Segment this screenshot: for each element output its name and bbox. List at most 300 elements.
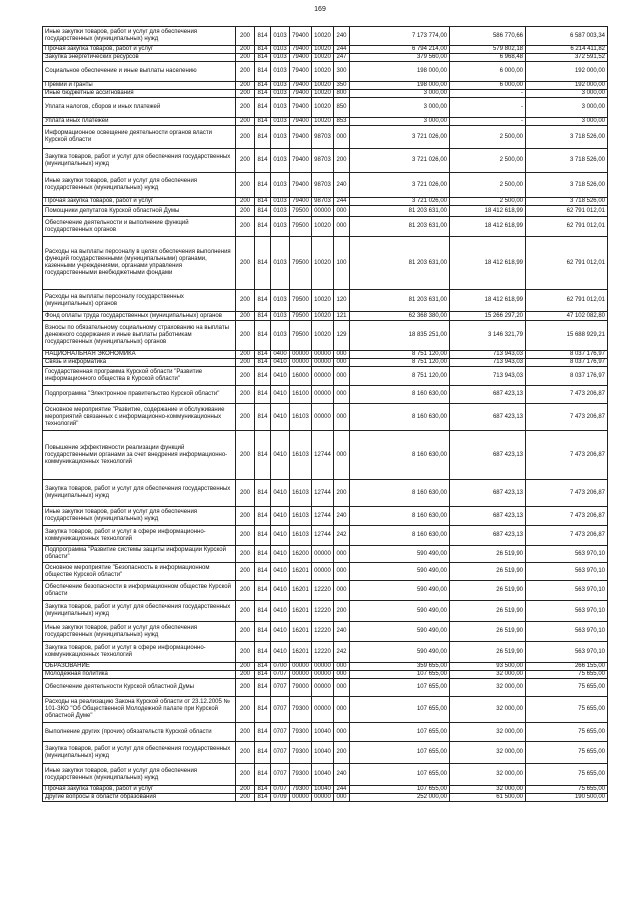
amount-cell: 8 160 630,00 (350, 480, 450, 507)
code-cell: 10020 (312, 118, 334, 126)
code-cell: 000 (334, 367, 350, 386)
code-cell: 200 (236, 351, 255, 359)
row-name-cell: Закупка товаров, работ и услуг для обеспечения государственных (муниципальных) нужд (43, 149, 236, 173)
amount-cell: 32 000,00 (450, 671, 526, 679)
code-cell: 242 (334, 526, 350, 546)
code-cell: 16103 (290, 431, 312, 480)
code-cell: 0707 (271, 679, 290, 697)
amount-cell: 713 943,03 (450, 367, 526, 386)
row-name-cell: Закупка товаров, работ и услуг в сфере информационно-коммуникационных технологий (43, 642, 236, 663)
table-row (43, 663, 608, 671)
code-cell: 79400 (290, 173, 312, 198)
code-cell: 200 (236, 90, 255, 98)
code-cell: 814 (255, 404, 271, 431)
code-cell: 00000 (312, 386, 334, 404)
amount-cell: 687 423,13 (450, 526, 526, 546)
amount-cell: 18 412 618,99 (450, 290, 526, 312)
amount-cell: 107 655,00 (350, 679, 450, 697)
amount-cell: 713 943,03 (450, 359, 526, 367)
code-cell: 814 (255, 367, 271, 386)
table-row (43, 27, 608, 46)
code-cell: 200 (334, 742, 350, 764)
amount-cell: 32 000,00 (450, 764, 526, 786)
code-cell: 12744 (312, 431, 334, 480)
code-cell: 814 (255, 82, 271, 90)
row-name-cell: Помощники депутатов Курской областной Думы (43, 206, 236, 217)
amount-cell: 26 519,90 (450, 546, 526, 563)
amount-cell: 563 970,10 (526, 546, 608, 563)
code-cell: 814 (255, 507, 271, 526)
code-cell: 200 (236, 217, 255, 237)
code-cell: 200 (236, 46, 255, 54)
code-cell: 0103 (271, 237, 290, 290)
row-name-cell: Иные бюджетные ассигнования (43, 90, 236, 98)
amount-cell: 3 718 526,00 (526, 173, 608, 198)
amount-cell: 8 037 176,97 (526, 359, 608, 367)
table-row (43, 118, 608, 126)
code-cell: 814 (255, 173, 271, 198)
amount-cell: 2 500,00 (450, 126, 526, 149)
code-cell: 0410 (271, 386, 290, 404)
code-cell: 000 (334, 563, 350, 581)
amount-cell: 26 519,90 (450, 581, 526, 601)
code-cell: 0103 (271, 126, 290, 149)
code-cell: 200 (236, 359, 255, 367)
code-cell: 79400 (290, 149, 312, 173)
code-cell: 850 (334, 98, 350, 118)
amount-cell: 3 721 026,00 (350, 173, 450, 198)
code-cell: 200 (236, 206, 255, 217)
row-name-cell: Взносы по обязательному социальному страхованию на выплаты денежного содержания и иные выплаты работникам государственных (муниципальных) органов (43, 321, 236, 351)
row-name-cell: Подпрограмма "Электронное правительство Курской области" (43, 386, 236, 404)
amount-cell: 93 500,00 (450, 663, 526, 671)
code-cell: 10020 (312, 82, 334, 90)
code-cell: 853 (334, 118, 350, 126)
amount-cell: 62 791 012,01 (526, 237, 608, 290)
code-cell: 79300 (290, 786, 312, 794)
amount-cell: 18 835 251,00 (350, 321, 450, 351)
code-cell: 79500 (290, 312, 312, 321)
code-cell: 79300 (290, 697, 312, 723)
code-cell: 200 (236, 622, 255, 642)
amount-cell: 563 970,10 (526, 601, 608, 622)
code-cell: 12744 (312, 526, 334, 546)
code-cell: 814 (255, 27, 271, 46)
code-cell: 200 (236, 386, 255, 404)
row-name-cell: Связь и информатика (43, 359, 236, 367)
code-cell: 0103 (271, 118, 290, 126)
row-name-cell: Обеспечение безопасности в информационном обществе Курской области (43, 581, 236, 601)
row-name-cell: Молодежная политика (43, 671, 236, 679)
code-cell: 200 (236, 62, 255, 82)
amount-cell: 372 591,52 (526, 54, 608, 62)
code-cell: 200 (236, 526, 255, 546)
code-cell: 814 (255, 786, 271, 794)
code-cell: 0400 (271, 351, 290, 359)
code-cell: 00000 (312, 794, 334, 802)
code-cell: 12220 (312, 601, 334, 622)
row-name-cell: Закупка товаров, работ и услуг для обеспечения государственных (муниципальных) нужд (43, 742, 236, 764)
code-cell: 16201 (290, 601, 312, 622)
code-cell: 0410 (271, 507, 290, 526)
code-cell: 98703 (312, 126, 334, 149)
code-cell: 240 (334, 764, 350, 786)
table-row (43, 546, 608, 563)
table-row (43, 671, 608, 679)
amount-cell: 15 688 929,21 (526, 321, 608, 351)
amount-cell: 3 146 321,79 (450, 321, 526, 351)
code-cell: 10020 (312, 321, 334, 351)
code-cell: 814 (255, 723, 271, 742)
code-cell: 79500 (290, 321, 312, 351)
code-cell: 79400 (290, 46, 312, 54)
code-cell: 000 (334, 794, 350, 802)
row-name-cell: Иные закупки товаров, работ и услуг для обеспечения государственных (муниципальных) нужд (43, 27, 236, 46)
code-cell: 000 (334, 404, 350, 431)
amount-cell: - (450, 98, 526, 118)
code-cell: 00000 (312, 206, 334, 217)
amount-cell: 3 000,00 (350, 90, 450, 98)
code-cell: 00000 (290, 671, 312, 679)
code-cell: 200 (236, 642, 255, 663)
code-cell: 000 (334, 663, 350, 671)
row-name-cell: Основное мероприятие "Безопасность в информационном обществе Курской области" (43, 563, 236, 581)
amount-cell: 198 000,00 (350, 82, 450, 90)
table-row (43, 82, 608, 90)
amount-cell: 2 500,00 (450, 149, 526, 173)
code-cell: 10020 (312, 62, 334, 82)
code-cell: 814 (255, 98, 271, 118)
code-cell: 10020 (312, 98, 334, 118)
code-cell: 10040 (312, 723, 334, 742)
row-name-cell: Уплата налогов, сборов и иных платежей (43, 98, 236, 118)
code-cell: 16200 (290, 546, 312, 563)
code-cell: 814 (255, 351, 271, 359)
code-cell: 10020 (312, 54, 334, 62)
code-cell: 16201 (290, 581, 312, 601)
code-cell: 0103 (271, 90, 290, 98)
code-cell: 200 (236, 507, 255, 526)
code-cell: 0410 (271, 359, 290, 367)
code-cell: 814 (255, 642, 271, 663)
code-cell: 79400 (290, 198, 312, 206)
code-cell: 79500 (290, 206, 312, 217)
code-cell: 000 (334, 723, 350, 742)
code-cell: 00000 (312, 367, 334, 386)
code-cell: 814 (255, 663, 271, 671)
code-cell: 0410 (271, 581, 290, 601)
amount-cell: 107 655,00 (350, 786, 450, 794)
table-row (43, 367, 608, 386)
amount-cell: 563 970,10 (526, 622, 608, 642)
code-cell: 814 (255, 526, 271, 546)
amount-cell: 379 560,00 (350, 54, 450, 62)
amount-cell: 6 587 003,34 (526, 27, 608, 46)
amount-cell: 8 751 120,00 (350, 367, 450, 386)
code-cell: 814 (255, 312, 271, 321)
amount-cell: 3 718 526,00 (526, 198, 608, 206)
code-cell: 814 (255, 359, 271, 367)
code-cell: 00000 (312, 679, 334, 697)
code-cell: 200 (236, 581, 255, 601)
code-cell: 79400 (290, 82, 312, 90)
code-cell: 98703 (312, 198, 334, 206)
code-cell: 00000 (312, 663, 334, 671)
table-row (43, 54, 608, 62)
code-cell: 000 (334, 581, 350, 601)
code-cell: 0707 (271, 786, 290, 794)
amount-cell: 563 970,10 (526, 642, 608, 663)
row-name-cell: Основное мероприятие "Развитие, содержание и обслуживание мероприятий связанных с информационно-коммуникационных технологий" (43, 404, 236, 431)
code-cell: 200 (236, 290, 255, 312)
code-cell: 200 (236, 563, 255, 581)
code-cell: 240 (334, 27, 350, 46)
amount-cell: 6 794 214,00 (350, 46, 450, 54)
code-cell: 200 (334, 601, 350, 622)
row-name-cell: Иные закупки товаров, работ и услуг для обеспечения государственных (муниципальных) нужд (43, 173, 236, 198)
code-cell: 10020 (312, 27, 334, 46)
amount-cell: - (450, 90, 526, 98)
table-row (43, 62, 608, 82)
amount-cell: 6 000,00 (450, 82, 526, 90)
code-cell: 00000 (312, 359, 334, 367)
code-cell: 0410 (271, 601, 290, 622)
row-name-cell: Закупка товаров, работ и услуг в сфере информационно-коммуникационных технологий (43, 526, 236, 546)
code-cell: 000 (334, 351, 350, 359)
amount-cell: 198 000,00 (350, 62, 450, 82)
table-row (43, 526, 608, 546)
code-cell: 240 (334, 507, 350, 526)
code-cell: 16103 (290, 526, 312, 546)
table-row (43, 90, 608, 98)
code-cell: 814 (255, 149, 271, 173)
code-cell: 79400 (290, 27, 312, 46)
code-cell: 814 (255, 206, 271, 217)
code-cell: 00000 (312, 697, 334, 723)
code-cell: 200 (236, 663, 255, 671)
row-name-cell: Другие вопросы в области образования (43, 794, 236, 802)
table-row (43, 198, 608, 206)
code-cell: 200 (236, 321, 255, 351)
code-cell: 0103 (271, 198, 290, 206)
code-cell: 200 (236, 723, 255, 742)
code-cell: 79300 (290, 742, 312, 764)
code-cell: 79400 (290, 54, 312, 62)
code-cell: 12220 (312, 622, 334, 642)
code-cell: 244 (334, 46, 350, 54)
code-cell: 200 (236, 54, 255, 62)
table-row (43, 126, 608, 149)
amount-cell: 81 203 631,00 (350, 206, 450, 217)
table-row (43, 404, 608, 431)
code-cell: 00000 (312, 563, 334, 581)
table-row (43, 98, 608, 118)
code-cell: 814 (255, 581, 271, 601)
amount-cell: 75 655,00 (526, 697, 608, 723)
amount-cell: 2 500,00 (450, 173, 526, 198)
code-cell: 10020 (312, 217, 334, 237)
code-cell: 0707 (271, 697, 290, 723)
code-cell: 0700 (271, 663, 290, 671)
code-cell: 00000 (290, 351, 312, 359)
code-cell: 240 (334, 622, 350, 642)
amount-cell: 359 655,00 (350, 663, 450, 671)
code-cell: 00000 (312, 671, 334, 679)
code-cell: 16103 (290, 507, 312, 526)
code-cell: 814 (255, 46, 271, 54)
amount-cell: 62 791 012,01 (526, 206, 608, 217)
amount-cell: 75 655,00 (526, 723, 608, 742)
code-cell: 814 (255, 54, 271, 62)
amount-cell: 6 214 411,82 (526, 46, 608, 54)
code-cell: 0410 (271, 480, 290, 507)
table-row (43, 386, 608, 404)
row-name-cell: Расходы на выплаты персоналу государственных (муниципальных) органов (43, 290, 236, 312)
row-name-cell: Повышение эффективности реализации функций государственными органами за счет внедрения информационно-коммуникационных технологий (43, 431, 236, 480)
table-row (43, 563, 608, 581)
amount-cell: 590 490,00 (350, 601, 450, 622)
code-cell: 814 (255, 742, 271, 764)
code-cell: 000 (334, 217, 350, 237)
amount-cell: 192 000,00 (526, 62, 608, 82)
code-cell: 814 (255, 622, 271, 642)
amount-cell: 590 490,00 (350, 546, 450, 563)
code-cell: 814 (255, 563, 271, 581)
code-cell: 200 (236, 671, 255, 679)
amount-cell: 7 173 774,00 (350, 27, 450, 46)
code-cell: 200 (236, 173, 255, 198)
code-cell: 800 (334, 90, 350, 98)
code-cell: 814 (255, 794, 271, 802)
code-cell: 200 (236, 546, 255, 563)
amount-cell: 8 160 630,00 (350, 431, 450, 480)
code-cell: 814 (255, 386, 271, 404)
code-cell: 200 (236, 27, 255, 46)
row-name-cell: Иные закупки товаров, работ и услуг для обеспечения государственных (муниципальных) нужд (43, 764, 236, 786)
amount-cell: 107 655,00 (350, 742, 450, 764)
code-cell: 814 (255, 679, 271, 697)
code-cell: 0410 (271, 546, 290, 563)
code-cell: 00000 (312, 351, 334, 359)
code-cell: 244 (334, 198, 350, 206)
amount-cell: 75 655,00 (526, 742, 608, 764)
code-cell: 79000 (290, 679, 312, 697)
amount-cell: 687 423,13 (450, 431, 526, 480)
code-cell: 10040 (312, 742, 334, 764)
code-cell: 100 (334, 237, 350, 290)
table-body (43, 27, 608, 802)
code-cell: 814 (255, 601, 271, 622)
code-cell: 242 (334, 642, 350, 663)
amount-cell: 8 160 630,00 (350, 507, 450, 526)
row-name-cell: Прочая закупка товаров, работ и услуг (43, 46, 236, 54)
amount-cell: 7 473 206,87 (526, 526, 608, 546)
code-cell: 0103 (271, 206, 290, 217)
code-cell: 16201 (290, 642, 312, 663)
code-cell: 0103 (271, 173, 290, 198)
row-name-cell: Обеспечение деятельности Курской областной Думы (43, 679, 236, 697)
code-cell: 10040 (312, 764, 334, 786)
amount-cell: 26 519,90 (450, 601, 526, 622)
code-cell: 000 (334, 679, 350, 697)
code-cell: 10040 (312, 786, 334, 794)
row-name-cell: Фонд оплаты труда государственных (муниципальных) органов (43, 312, 236, 321)
amount-cell: 3 721 026,00 (350, 198, 450, 206)
amount-cell: 563 970,10 (526, 563, 608, 581)
row-name-cell: Обеспечение деятельности и выполнение функций государственных органов (43, 217, 236, 237)
row-name-cell: НАЦИОНАЛЬНАЯ ЭКОНОМИКА (43, 351, 236, 359)
code-cell: 00000 (290, 663, 312, 671)
amount-cell: 8 751 120,00 (350, 351, 450, 359)
code-cell: 240 (334, 173, 350, 198)
code-cell: 814 (255, 431, 271, 480)
code-cell: 814 (255, 671, 271, 679)
code-cell: 350 (334, 82, 350, 90)
amount-cell: 107 655,00 (350, 723, 450, 742)
code-cell: 200 (236, 794, 255, 802)
amount-cell: 107 655,00 (350, 671, 450, 679)
code-cell: 00000 (312, 404, 334, 431)
amount-cell: 8 160 630,00 (350, 526, 450, 546)
code-cell: 000 (334, 386, 350, 404)
code-cell: 814 (255, 697, 271, 723)
amount-cell: 252 000,00 (350, 794, 450, 802)
amount-cell: 75 655,00 (526, 679, 608, 697)
code-cell: 814 (255, 764, 271, 786)
amount-cell: 687 423,13 (450, 404, 526, 431)
code-cell: 0410 (271, 622, 290, 642)
code-cell: 79500 (290, 290, 312, 312)
code-cell: 16100 (290, 386, 312, 404)
table-row (43, 312, 608, 321)
amount-cell: 3 718 526,00 (526, 149, 608, 173)
code-cell: 244 (334, 786, 350, 794)
amount-cell: 107 655,00 (350, 764, 450, 786)
code-cell: 16201 (290, 622, 312, 642)
row-name-cell: Государственная программа Курской области "Развитие информационного общества в Курской области" (43, 367, 236, 386)
amount-cell: 6 968,48 (450, 54, 526, 62)
code-cell: 200 (236, 697, 255, 723)
code-cell: 0103 (271, 149, 290, 173)
table-row (43, 601, 608, 622)
code-cell: 0103 (271, 217, 290, 237)
table-row (43, 764, 608, 786)
code-cell: 814 (255, 237, 271, 290)
table-row (43, 723, 608, 742)
code-cell: 0103 (271, 62, 290, 82)
code-cell: 0103 (271, 46, 290, 54)
row-name-cell: Уплата иных платежей (43, 118, 236, 126)
code-cell: 0103 (271, 290, 290, 312)
code-cell: 16103 (290, 480, 312, 507)
code-cell: 0103 (271, 27, 290, 46)
amount-cell: 81 203 631,00 (350, 290, 450, 312)
code-cell: 000 (334, 126, 350, 149)
amount-cell: 32 000,00 (450, 679, 526, 697)
amount-cell: 32 000,00 (450, 697, 526, 723)
amount-cell: 590 490,00 (350, 581, 450, 601)
code-cell: 200 (236, 126, 255, 149)
code-cell: 814 (255, 62, 271, 82)
amount-cell: 62 368 380,00 (350, 312, 450, 321)
code-cell: 200 (236, 480, 255, 507)
amount-cell: 3 000,00 (350, 98, 450, 118)
code-cell: 0103 (271, 312, 290, 321)
code-cell: 0103 (271, 98, 290, 118)
amount-cell: 3 000,00 (350, 118, 450, 126)
amount-cell: 18 412 618,99 (450, 217, 526, 237)
code-cell: 200 (236, 404, 255, 431)
